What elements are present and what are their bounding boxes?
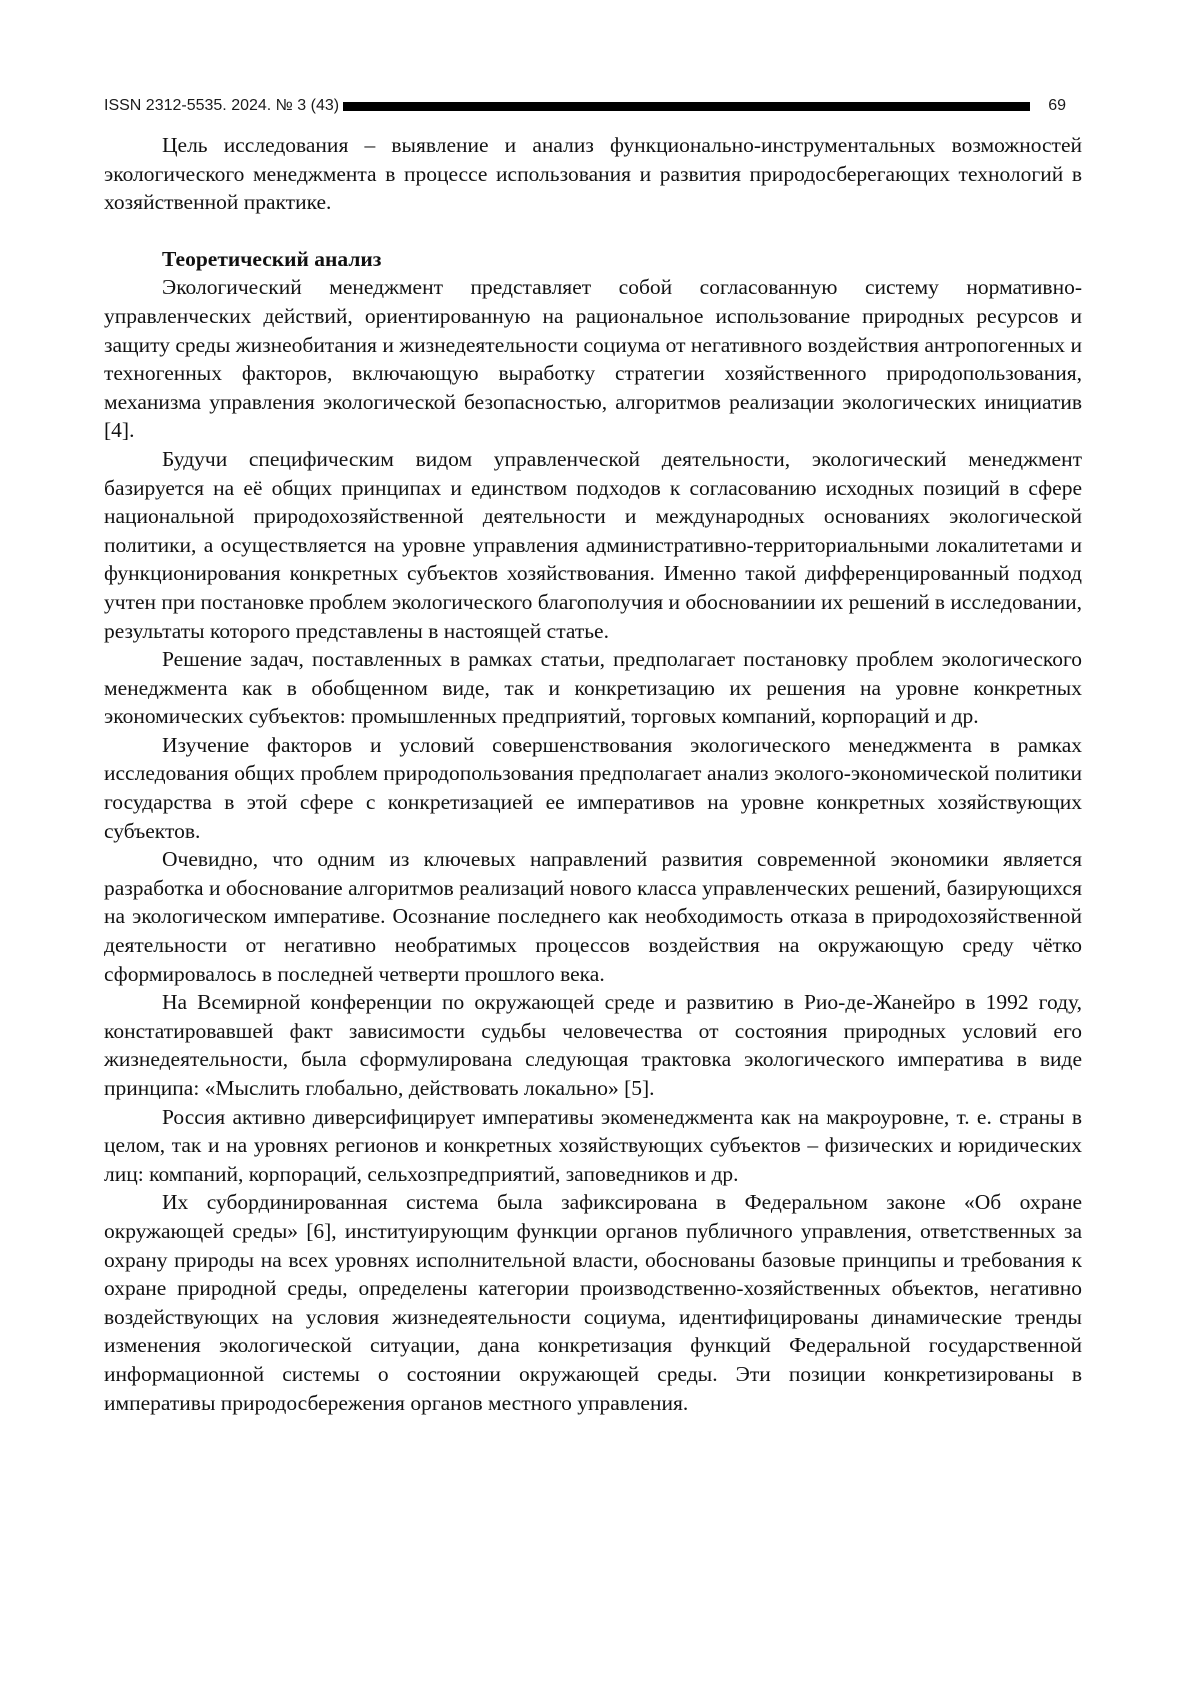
body-paragraph: Будучи специфическим видом управленческой деятельности, экологический менеджмент базируется на её общих принципах и единством подходов к согласованию исходных позиций в сфере национальной природохозяйственной деятельности и международных основаниях экологической политики, а осуществляется на уровне управления административно-территориальными локалитетами и функционирования конкретных субъектов хозяйствования. Именно такой дифференцированный подход учтен при постановке проблем экологического благополучия и обоснованиии их решений в исследовании, результаты которого представлены в настоящей статье. bbox=[104, 446, 1082, 643]
body-paragraph: На Всемирной конференции по окружающей среде и развитию в Рио-де-Жанейро в 1992 году, констатировавшей факт зависимости судьбы человечества от состояния природных условий его жизнедеятельности, была сформулирована следующая трактовка экологического императива в виде принципа: «Мыслить глобально, действовать локально» [5]. bbox=[104, 990, 1082, 1100]
intro-paragraph: Цель исследования – выявление и анализ функционально-инструментальных возможностей экологического менеджмента в процессе использования и развития природосберегающих технологий в хозяйственной практике. bbox=[104, 133, 1082, 215]
body-paragraph: Очевидно, что одним из ключевых направлений развития современной экономики является разработка и обоснование алгоритмов реализаций нового класса управленческих решений, базирующихся на экологическом императиве. Осознание последнего как необходимость отказа в природохозяйственной деятельности от негативно необратимых процессов воздействия на окружающую среду чётко сформировалось в последней четверти прошлого века. bbox=[104, 847, 1082, 986]
body-paragraph: Их субординированная система была зафиксирована в Федеральном законе «Об охране окружающей среды» [6], институирующим функции органов публичного управления, ответственных за охрану природы на всех уровнях исполнительной власти, обоснованы базовые принципы и требования к охране природной среды, определены категории производственно-хозяйственных объектов, негативно воздействующих на условия жизнедеятельности социума, идентифицированы динамические тренды изменения экологической ситуации, дана конкретизация функций Федеральной государственной информационной системы о состоянии окружающей среды. Эти позиции конкретизированы в императивы природосбережения органов местного управления. bbox=[104, 1190, 1082, 1415]
section-heading: Теоретический анализ bbox=[162, 246, 382, 271]
journal-issn: ISSN 2312-5535. 2024. № 3 (43) bbox=[104, 97, 340, 114]
body-paragraph: Россия активно диверсифицирует императивы экоменеджмента как на макроуровне, т. е. страны в целом, так и на уровнях регионов и конкретных хозяйствующих субъектов – физических и юридических лиц: компаний, корпораций, сельхозпредприятий, заповедников и др. bbox=[104, 1104, 1082, 1186]
body-paragraph: Экологический менеджмент представляет собой согласованную систему нормативно-управленческих действий, ориентированную на рациональное использование природных ресурсов и защиту среды жизнеобитания и жизнедеятельности социума от негативного воздействия антропогенных и техногенных факторов, включающую выработку стратегии хозяйственного природопользования, механизма управления экологической безопасностью, алгоритмов реализации экологических инициатив [4]. bbox=[104, 275, 1082, 443]
running-header bbox=[104, 94, 1066, 118]
body-paragraph: Изучение факторов и условий совершенствования экологического менеджмента в рамках исследования общих проблем природопользования предполагает анализ эколого-экономической политики государства в этой сфере с конкретизацией ее императивов на уровне конкретных хозяйствующих субъектов. bbox=[104, 732, 1082, 843]
page-number: 69 bbox=[1048, 97, 1066, 114]
article-body bbox=[104, 131, 1082, 1417]
header-rule bbox=[343, 102, 1030, 111]
body-paragraph: Решение задач, поставленных в рамках статьи, предполагает постановку проблем экологического менеджмента как в обобщенном виде, так и конкретизацию их решения на уровне конкретных экономических субъектов: промышленных предприятий, торговых компаний, корпораций и др. bbox=[104, 647, 1082, 729]
